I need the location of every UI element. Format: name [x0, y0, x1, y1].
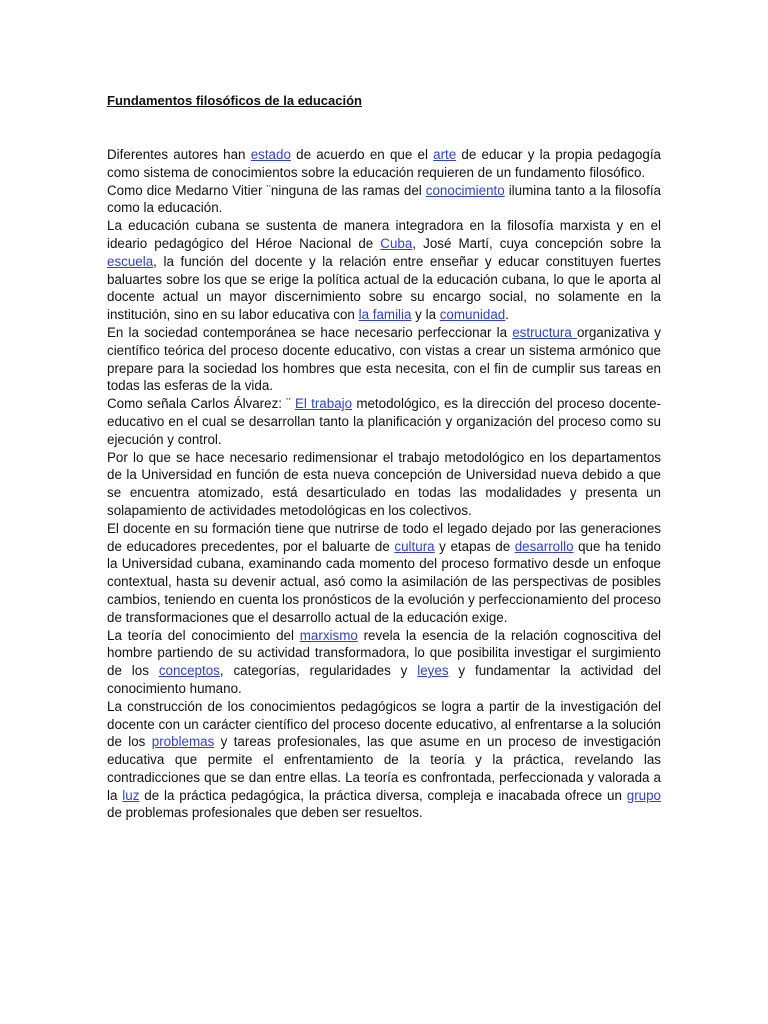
text-run: , José Martí, cuya concepción sobre la: [412, 235, 661, 251]
paragraph: [107, 217, 661, 324]
text-run: ilumina tanto a la filosofía como la educación.: [107, 182, 662, 216]
text-run: y etapas de: [434, 538, 515, 554]
link-la-familia[interactable]: la familia: [358, 307, 412, 323]
link-conceptos[interactable]: conceptos: [158, 663, 220, 679]
paragraph: [107, 449, 661, 520]
text-run: organizativa y científico teórica del proceso docente educativo, con vistas a crear un sistema armónico que prepare para la sociedad los hombres que esta necesita, con el fin de cumplir sus tareas en todas las esferas de la vida.: [107, 324, 661, 394]
paragraph: [107, 520, 661, 627]
text-run: .: [505, 307, 509, 323]
link-desarrollo[interactable]: desarrollo: [514, 538, 574, 554]
paragraph: [107, 182, 661, 218]
text-run: La teoría del conocimiento del: [107, 627, 300, 643]
text-run: que ha tenido la Universidad cubana, examinando cada momento del proceso formativo desde un enfoque contextual, hasta su devenir actual, asó como la asimilación de las perspectivas de posibles cambios, teniendo en cuenta los pronósticos de la evolución y perfeccionamiento del proceso de transformaciones que el desarrollo actual de la educación exige.: [107, 538, 661, 625]
text-run: La construcción de los conocimientos pedagógicos se logra a partir de la investigación del docente con un carácter científico del proceso docente educativo, al enfrentarse a la solución de los: [107, 698, 661, 750]
link-luz[interactable]: luz: [122, 787, 140, 803]
text-run: revela la esencia de la relación cognoscitiva del hombre partiendo de su actividad transformadora, lo que posibilita investigar el surgimiento de los: [107, 627, 661, 679]
text-run: de acuerdo en que el: [290, 147, 434, 162]
link-cultura[interactable]: cultura: [394, 538, 435, 554]
link-estado[interactable]: estado: [250, 147, 291, 162]
link-arte[interactable]: arte: [433, 147, 457, 162]
text-run: de educar y la propia pedagogía como sistema de conocimientos sobre la educación requieren de un fundamento filosófico.: [107, 147, 661, 180]
link-leyes[interactable]: leyes: [417, 663, 449, 679]
paragraph: [107, 395, 661, 448]
paragraph: [107, 146, 661, 182]
text-run: , la función del docente y la relación entre enseñar y educar constituyen fuertes baluartes sobre los que se erige la política actual de la educación cubana, lo que le aporta al docente actual un mayor discernimiento sobre su encargo social, no solamente en la institución, sino en su labor educativa con: [107, 253, 661, 323]
link-estructura[interactable]: estructura: [512, 324, 577, 340]
text-run: , categorías, regularidades y: [219, 663, 418, 679]
link-el-trabajo[interactable]: El trabajo: [294, 396, 353, 412]
text-run: Por lo que se hace necesario redimensionar el trabajo metodológico en los departamentos de la Universidad en función de esta nueva concepción de Universidad nueva debido a que se encuentra atomizado, está desarticulado en todas las modalidades y presenta un solapamiento de actividades metodológicas en los colectivos.: [107, 449, 661, 518]
paragraph: [107, 698, 661, 823]
link-problemas[interactable]: problemas: [151, 734, 215, 750]
paragraph: [107, 627, 661, 698]
text-run: y la: [411, 307, 440, 323]
text-run: El docente en su formación tiene que nutrirse de todo el legado dejado por las generaciones de educadores precedentes, por el baluarte de: [107, 520, 661, 554]
document-body: [107, 146, 661, 822]
link-conocimiento[interactable]: conocimiento: [425, 182, 505, 198]
text-run: Como señala Carlos Álvarez: ¨: [107, 396, 295, 412]
link-marxismo[interactable]: marxismo: [299, 627, 358, 643]
text-run: Diferentes autores han: [107, 147, 251, 162]
page-title: Fundamentos filosóficos de la educación: [107, 93, 362, 108]
link-comunidad[interactable]: comunidad: [439, 307, 506, 323]
text-run: y fundamentar la actividad del conocimiento humano.: [107, 663, 662, 696]
text-run: y tareas profesionales, las que asume en un proceso de investigación educativa que permite el enfrentamiento de la teoría y la práctica, revelando las contradicciones que se dan entre ellas. La teoría es confrontada, perfeccionada y valorada a la: [107, 734, 661, 803]
text-run: La educación cubana se sustenta de manera integradora en la filosofía marxista y en el ideario pedagógico del Héroe Nacional de: [107, 218, 661, 251]
text-run: de problemas profesionales que deben ser resueltos.: [107, 805, 423, 821]
link-grupo[interactable]: grupo: [626, 787, 661, 803]
link-escuela[interactable]: escuela: [107, 253, 154, 269]
text-run: Como dice Medarno Vitier ¨ninguna de las ramas del: [107, 182, 426, 198]
text-run: metodológico, es la dirección del proceso docente- educativo en el cual se desarrollan tanto la planificación y organización del proceso como su ejecución y control.: [107, 396, 661, 447]
link-cuba[interactable]: Cuba: [380, 235, 413, 251]
paragraph: [107, 324, 661, 395]
text-run: En la sociedad contemporánea se hace necesario perfeccionar la: [107, 324, 513, 340]
text-run: de la práctica pedagógica, la práctica diversa, compleja e inacabada ofrece un: [139, 787, 627, 803]
